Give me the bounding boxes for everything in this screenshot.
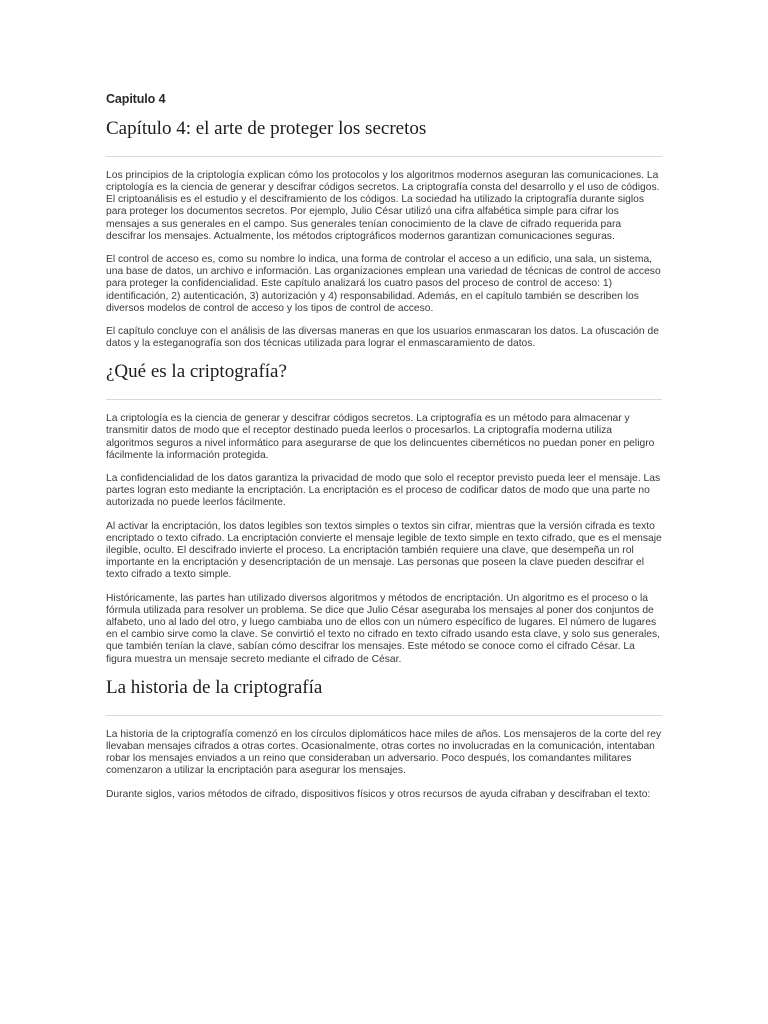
- intro-section: [106, 170, 662, 351]
- section-history-of-cryptography: [106, 677, 662, 801]
- section-paragraph: La confidencialidad de los datos garantiza la privacidad de modo que solo el receptor previsto pueda leer el mensaje. Las partes logran esto mediante la encriptación. La encriptación es el proceso de codificar datos de modo que una parte no autorizada no puede leerlos fácilmente.: [106, 473, 661, 509]
- chapter-label: Capitulo 4: [106, 92, 166, 106]
- title-divider: [106, 156, 662, 157]
- section-paragraph: Al activar la encriptación, los datos legibles son textos simples o textos sin cifrar, mientras que la versión cifrada es texto encriptado o texto cifrado. La encriptación convierte el mensaje legible de texto simple en texto cifrado, que es el mensaje ilegible, oculto. El descifrado invierte el proceso. La encriptación también requiere una clave, que desempeña un rol importante en la encriptación y desencriptación de un mensaje. Las personas que poseen la clave pueden descifrar el texto cifrado a texto simple.: [106, 520, 662, 581]
- section-heading: ¿Qué es la criptografía?: [106, 361, 287, 383]
- section-what-is-cryptography: [106, 361, 662, 665]
- section-divider: [106, 715, 662, 716]
- section-heading: La historia de la criptografía: [106, 676, 323, 698]
- section-paragraph: La historia de la criptografía comenzó en los círculos diplomáticos hace miles de años. Los mensajeros de la corte del rey llevaban mensajes cifrados a otras cortes. Ocasionalmente, otras cortes no involucradas en la comunicación, intentaban robar los mensajes enviados a un reino que consideraban un adversario. Poco después, los comandantes militares comenzaron a utilizar la encriptación para asegurar los mensajes.: [106, 728, 662, 777]
- intro-paragraph: El control de acceso es, como su nombre lo indica, una forma de controlar el acceso a un edificio, una sala, un sistema, una base de datos, un archivo e información. Las organizaciones emplean una variedad de técnicas de control de acceso para proteger la confidencialidad. Este capítulo analizará los cuatro pasos del proceso de control de acceso: 1) identificación, 2) autenticación, 3) autorización y 4) responsabilidad. Además, en el capítulo también se describen los diversos modelos de control de acceso y los tipos de control de acceso.: [106, 254, 661, 314]
- intro-paragraph: Los principios de la criptología explican cómo los protocolos y los algoritmos modernos aseguran las comunicaciones. La criptología es la ciencia de generar y descifrar códigos secretos. La criptografía consta del desarrollo y el uso de códigos. El criptoanálisis es el estudio y el desciframiento de los códigos. La sociedad ha utilizado la criptografía durante siglos para proteger los documentos secretos. Por ejemplo, Julio César utilizó una cifra alfabética simple para cifrar los mensajes a sus generales en el campo. Sus generales tenían conocimiento de la clave de cifrado requerida para descifrar los mensajes. Actualmente, los métodos criptográficos modernos garantizan comunicaciones seguras.: [106, 169, 660, 242]
- intro-paragraph: El capítulo concluye con el análisis de las diversas maneras en que los usuarios enmascaran los datos. La ofuscación de datos y la esteganografía son dos técnicas utilizada para lograr el enmascaramiento de datos.: [106, 326, 659, 350]
- section-paragraph: Durante siglos, varios métodos de cifrado, dispositivos físicos y otros recursos de ayuda cifraban y descifraban el texto:: [106, 788, 651, 800]
- section-paragraph: La criptología es la ciencia de generar y descifrar códigos secretos. La criptografía es un método para almacenar y transmitir datos de modo que el receptor destinado pueda leerlos o procesarlos. La criptografía moderna utiliza algoritmos seguros a nivel informático para asegurarse de que los delincuentes cibernéticos no puedan poner en peligro fácilmente la información protegida.: [106, 413, 655, 461]
- section-divider: [106, 399, 662, 400]
- section-paragraph: Históricamente, las partes han utilizado diversos algoritmos y métodos de encriptación. Un algoritmo es el proceso o la fórmula utilizada para resolver un problema. Se dice que Julio César aseguraba los mensajes al poner dos conjuntos de alfabeto, uno al lado del otro, y luego cambiaba uno de ellos con un número específico de lugares. El número de lugares en el cambio sirve como la clave. Se convirtió el texto no cifrado en texto cifrado usando esta clave, y solo sus generales, que también tenían la clave, sabían cómo descifrar los mensajes. Este método se conoce como el cifrado César. La figura muestra un mensaje secreto mediante el cifrado de César.: [106, 592, 661, 665]
- page-title: Capítulo 4: el arte de proteger los secretos: [106, 118, 427, 139]
